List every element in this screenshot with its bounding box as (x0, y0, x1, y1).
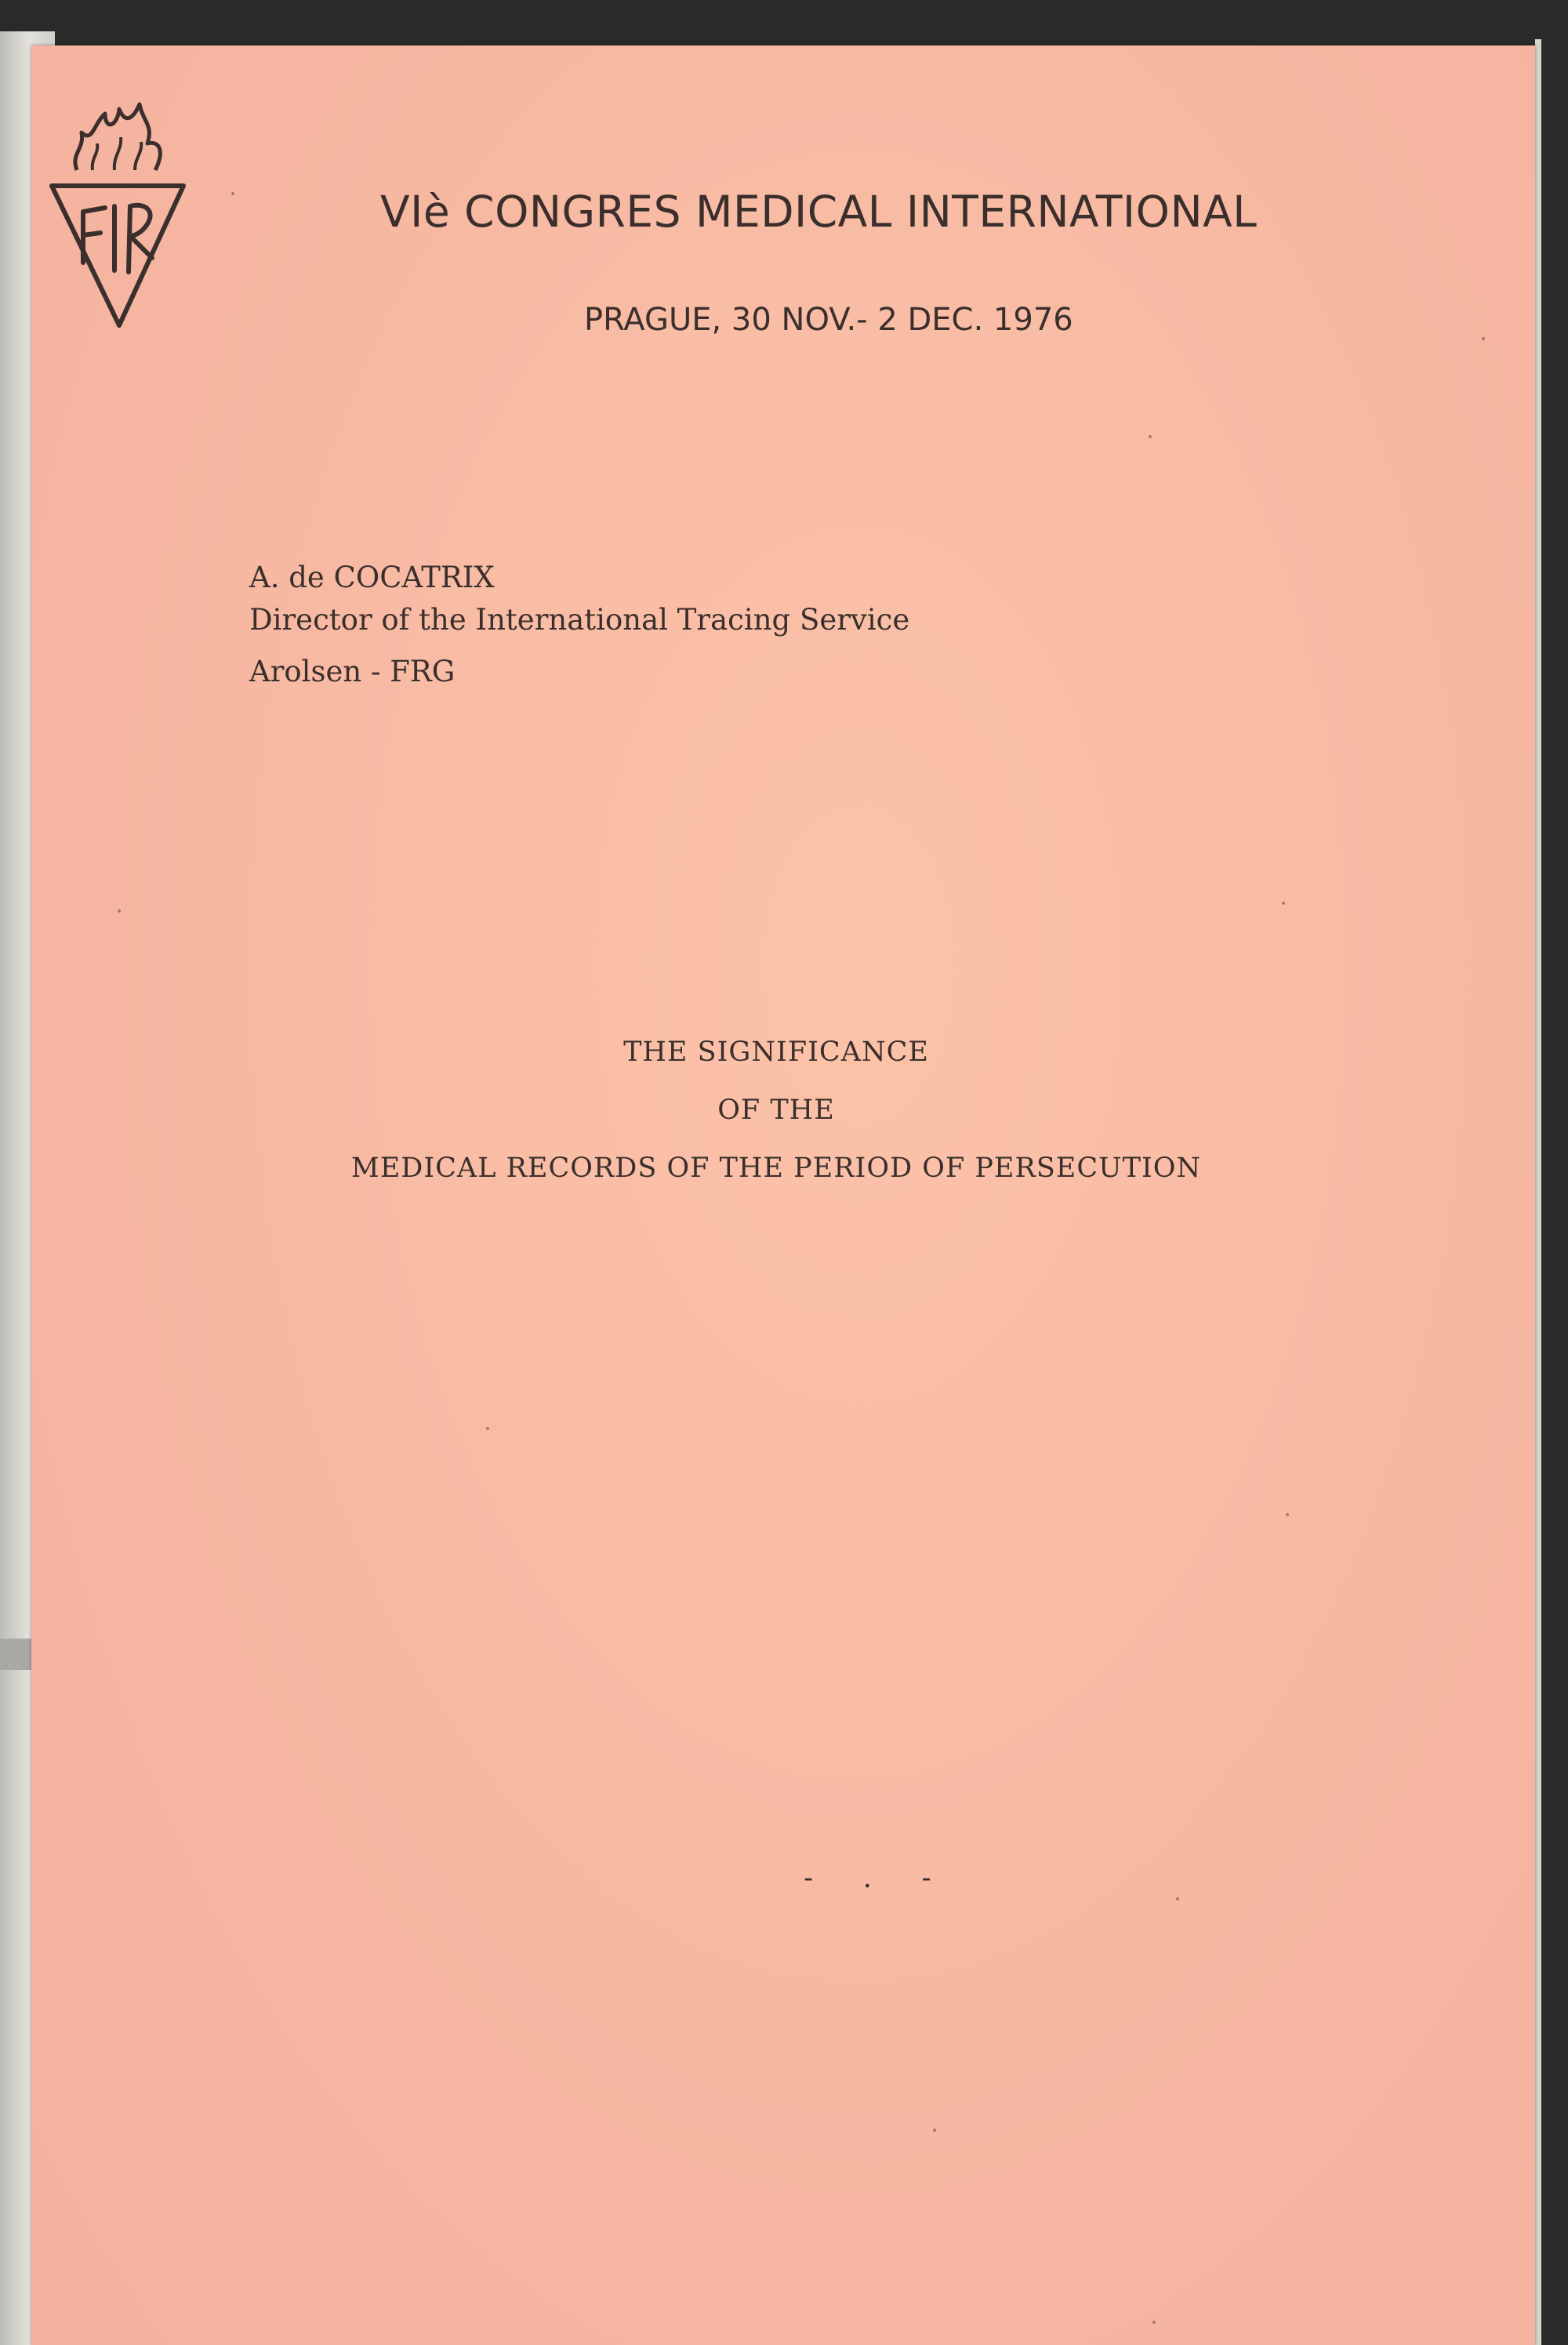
congress-title: VIè CONGRES MEDICAL INTERNATIONAL (380, 187, 1258, 237)
paper-speck (1152, 2321, 1156, 2324)
fir-flame-emblem-icon (47, 98, 188, 333)
author-name: A. de COCATRIX (249, 561, 495, 594)
paper-speck (1176, 1897, 1179, 1900)
author-block (249, 557, 909, 693)
paper-speck (1282, 902, 1285, 905)
paper-speck (118, 909, 121, 913)
paper-title-line-2: OF THE (717, 1094, 835, 1126)
paper-title-line-3: MEDICAL RECORDS OF THE PERIOD OF PERSECUTION (350, 1153, 1202, 1184)
page-continuation-mark: - . - (804, 1862, 952, 1894)
paper-speck (486, 1427, 489, 1430)
congress-date-location: PRAGUE, 30 NOV.- 2 DEC. 1976 (584, 302, 1073, 338)
paper-speck (231, 192, 234, 195)
author-position: Director of the International Tracing Service (249, 603, 910, 637)
paper-speck (933, 2129, 936, 2132)
paper-speck (1149, 435, 1152, 438)
author-location: Arolsen - FRG (249, 655, 456, 688)
page-edge (1535, 39, 1541, 2345)
paper-title (235, 1023, 1317, 1197)
paper-speck (1482, 337, 1485, 340)
paper-title-line-1: THE SIGNIFICANCE (623, 1036, 929, 1068)
paper-speck (1286, 1513, 1289, 1516)
